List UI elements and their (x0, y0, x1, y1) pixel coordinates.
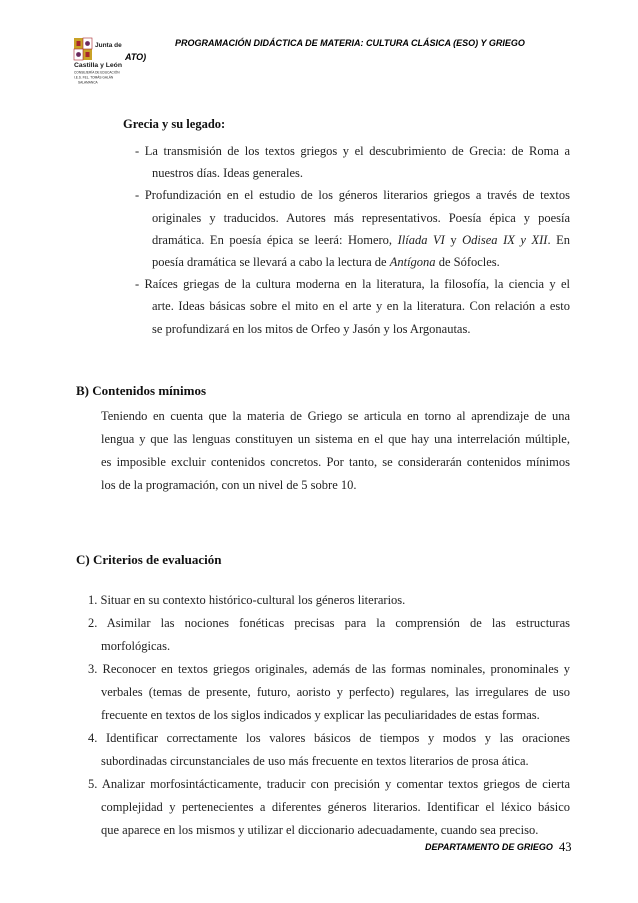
footer-department: DEPARTAMENTO DE GRIEGO (425, 842, 553, 852)
criterio-4-line2: subordinadas circunstanciales de uso más frecuente en textos literarios de prosa ática. (101, 754, 529, 768)
page-number: 43 (559, 840, 572, 854)
criterio-3-line1: 3. Reconocer en textos griegos originales, además de las formas nominales, pronominales y (88, 662, 570, 676)
odisea-title: Odisea IX y XII (462, 233, 548, 247)
header-title: PROGRAMACIÓN DIDÁCTICA DE MATERIA: CULTURA CLÁSICA (ESO) Y GRIEGO (175, 38, 525, 48)
criterio-3-line2: verbales (temas de presente, futuro, aoristo y perfecto) regulares, las irregulares de uso (101, 685, 570, 699)
grecia-item2-line3-c: y (450, 233, 457, 247)
grecia-item1-line2: nuestros días. Ideas generales. (152, 166, 303, 180)
logo-line4: I.E.S. FEL. TOMÁS GALÁN (74, 75, 114, 80)
logo-line2: Castilla y León (74, 62, 122, 69)
criterio-3-line3: frecuente en textos de los siglos indicados y explicar las peculiaridades de estas formas. (101, 708, 540, 722)
grecia-item2-line4 (152, 251, 500, 274)
grecia-title: Grecia y su legado: (123, 117, 226, 131)
grecia-item3-line1: - Raíces griegas de la cultura moderna en la literatura, la filosofía, la ciencia y el (135, 277, 570, 291)
criterios-title: C) Criterios de evaluación (76, 552, 222, 567)
grecia-item3-line3: se profundizará en los mitos de Orfeo y Jasón y los Argonautas. (152, 322, 471, 336)
grecia-item2-line2: originales y traducidos. Autores más representativos. Poesía épica y poesía (152, 211, 570, 225)
criterio-2-line2: morfológicas. (101, 639, 171, 653)
header-title-continuation: ATO) (125, 52, 147, 62)
criterio-2-line1: 2. Asimilar las nociones fonéticas precisas para la comprensión de las estructuras (88, 616, 570, 630)
grecia-item3-line2: arte. Ideas básicas sobre el mito en el arte y en la literatura. Con relación a esto (152, 299, 570, 313)
criterio-5-line2: complejidad y pertenecientes a diferentes géneros literarios. Identificar el léxico básico (101, 800, 570, 814)
grecia-item2-line3-a: dramática. En poesía épica se leerá: Homero, (152, 233, 393, 247)
grecia-item1-line1: - La transmisión de los textos griegos y el descubrimiento de Grecia: de Roma a (135, 144, 570, 158)
logo-line3: CONSEJERÍA DE EDUCACIÓN (74, 70, 120, 75)
grecia-item2-line3 (152, 229, 570, 252)
junta-castilla-leon-logo (72, 36, 147, 88)
logo-line5: SALAMANCA (78, 80, 98, 85)
criterio-4-line1: 4. Identificar correctamente los valores básicos de tiempos y modos y las oraciones (88, 731, 570, 745)
logo-line1: Junta de (95, 42, 122, 49)
grecia-item2-line4-c: de Sófocles. (438, 255, 500, 269)
contenidos-line3: es imposible excluir contenidos concretos. Por tanto, se considerarán contenidos mínimos (101, 455, 570, 469)
criterio-5-line1: 5. Analizar morfosintácticamente, traducir con precisión y comentar textos griegos de cierta (88, 777, 570, 791)
grecia-item2-line3-e: . En (547, 233, 571, 247)
coat-of-arms-icon (74, 38, 92, 60)
contenidos-line4: los de la programación, con un nivel de 5 sobre 10. (101, 478, 357, 492)
contenidos-line2: lengua y que las lenguas constituyen un sistema en el que hay una interrelación múltiple, (101, 432, 570, 446)
contenidos-title: B) Contenidos mínimos (76, 383, 207, 398)
contenidos-line1: Teniendo en cuenta que la materia de Griego se articula en torno al aprendizaje de una (101, 409, 570, 423)
grecia-item2-line1: - Profundización en el estudio de los géneros literarios griegos a través de textos (135, 188, 570, 202)
criterio-5-line3: que aparece en los mismos y utilizar el diccionario adecuadamente, cuando sea preciso. (101, 823, 539, 837)
antigona-title: Antígona (389, 255, 436, 269)
criterio-1: 1. Situar en su contexto histórico-cultural los géneros literarios. (88, 593, 406, 607)
iliada-title: Ilíada VI (397, 233, 445, 247)
grecia-item2-line4-a: poesía dramática se llevará a cabo la lectura de (152, 255, 387, 269)
